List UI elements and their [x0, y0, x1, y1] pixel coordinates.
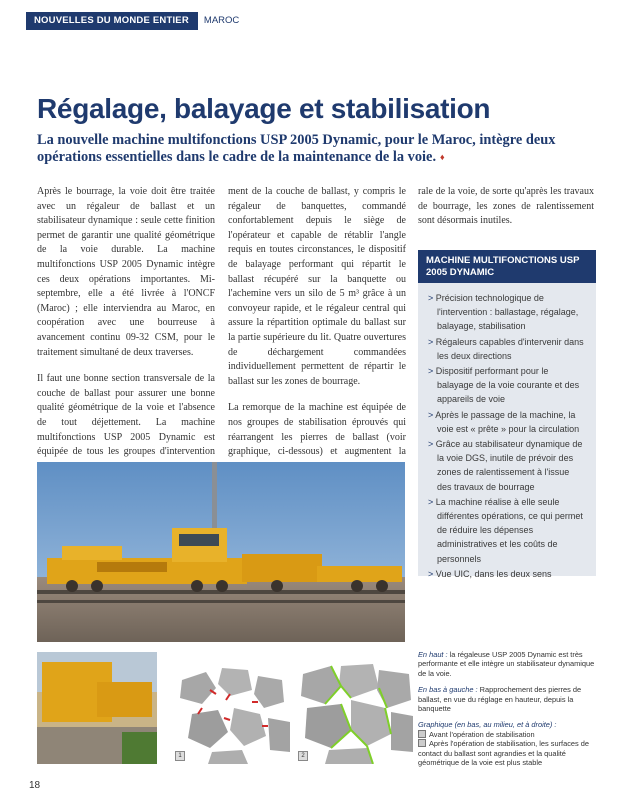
paragraph: Il faut une bonne section transversale de la couche de ballast pour assurer une bonne qualité géométrique de la voie et l'absence de tout déjettement. La machine multifonctions USP 2005 Dynamic est équipée de tous les groupes d'intervention	[37, 373, 215, 458]
bullet-arrow-icon: >	[428, 568, 434, 579]
caption-bottom-left	[418, 685, 596, 713]
bullet-arrow-icon: >	[428, 293, 434, 303]
section-header	[26, 12, 239, 30]
body-column-1	[37, 185, 215, 486]
sidebar-title: MACHINE MULTIFONCTIONS USP 2005 DYNAMIC	[418, 250, 596, 283]
sidebar-item: > Dispositif performant pour le balayage de la voie courante et des appareils de voie	[428, 366, 580, 405]
section-label: NOUVELLES DU MONDE ENTIER	[26, 12, 198, 30]
stones-after-diagram	[295, 652, 415, 764]
sidebar-item: > Précision technologique de l'intervention : ballastage, régalage, balayage, stabilisation	[428, 293, 579, 332]
sidebar-item: > Vue UIC, dans les deux sens	[428, 568, 552, 579]
sidebar-item: > La machine réalise à elle seule différentes opérations, ce qui permet de réduire les dépenses administratives et les coûts de personnels	[428, 496, 583, 564]
bullet-arrow-icon: >	[428, 439, 434, 450]
caption-label: Graphique (en bas, au milieu, et à droite) :	[418, 720, 557, 730]
square-icon	[418, 730, 426, 738]
bullet-arrow-icon: >	[428, 336, 434, 347]
subsection-label: MAROC	[203, 15, 240, 26]
caption-label: En haut :	[418, 650, 448, 659]
square-icon	[418, 739, 426, 747]
article-title: Régalage, balayage et stabilisation	[37, 93, 491, 124]
figure-mark: 2	[298, 751, 308, 761]
caption-text: la régaleuse USP 2005 Dynamic est très performante et elle intègre un stabilisateur dynamique de la voie.	[418, 650, 595, 678]
caption-graphic	[418, 720, 596, 767]
spec-sidebar	[418, 250, 596, 579]
article-lead	[37, 132, 592, 166]
photo-captions	[418, 650, 596, 774]
paragraph: Après le bourrage, la voie doit être traitée avec un régaleur de ballast et un stabilisateur dynamique : seule cette finition permet de garantir une qualité géométrique de la voie durable. La machine multifonctions USP 2005 Dynamic intègre ces deux opérations importantes. Mi-septembre, elle a été livrée à l'ONCF (Maroc) ; elle interviendra au Maroc, en coopération avec une bourreuse à avancement continu 09-32 CSM, pour le traitement simultané de deux traverses.	[37, 186, 215, 358]
sidebar-item: > Après le passage de la machine, la voie est « prête » pour la circulation	[428, 409, 580, 434]
caption-text: Après l'opération de stabilisation, les surfaces de contact du ballast sont agrandies et la qualité géométrique de la voie est plus stable	[418, 739, 589, 768]
body-column-2	[228, 185, 406, 486]
sidebar-item: > Grâce au stabilisateur dynamique de la voie DGS, inutile de prévoir des zones de ralentissement à l'issue des travaux de bourrage	[428, 439, 583, 492]
sidebar-list	[418, 283, 596, 581]
stones-before-diagram	[172, 652, 292, 764]
paragraph: La remorque de la machine est équipée de nos groupes de stabilisation éprouvés qui réarrangent les pierres de ballast (voir graphique, ci-dessous) et augmentent la	[228, 402, 406, 458]
caption-text: Rapprochement des pierres de ballast, en vue du réglage en hauteur, depuis la banquette	[418, 685, 582, 714]
body-column-3	[418, 185, 594, 241]
machine-illustration	[37, 462, 405, 642]
paragraph: rale de la voie, de sorte qu'après les travaux de bourrage, les zones de ralentissement sont désormais inutiles.	[418, 186, 594, 227]
bullet-arrow-icon: >	[428, 409, 434, 420]
caption-label: En bas à gauche :	[418, 685, 478, 695]
ballast-illustration	[37, 652, 157, 764]
paragraph: ment de la couche de ballast, y compris le régaleur de banquettes, commandé confortablement depuis le siège de l'opérateur et capable de rétablir l'angle requis en toutes circonstances, le dispositif de balayage performant qui répartit le ballast récupéré sur la banquette ou l'achemine vers un silo de 5 m³ grâce à un convoyeur rapide, et le régaleur central qui assure la répartition optimale du ballast sur la partie supérieure du lit. Quatre ouvertures de déchargement commandées individuellement permettent de répartir le ballast sur les zones de bourrage.	[228, 186, 406, 387]
sidebar-item: > Régaleurs capables d'intervenir dans les deux directions	[428, 336, 584, 361]
figure-mark: 1	[175, 751, 185, 761]
graphic-after	[295, 652, 415, 764]
lead-text: La nouvelle machine multifonctions USP 2005 Dynamic, pour le Maroc, intègre deux opérations essentielles dans le cadre de la maintenance de la voie.	[37, 132, 556, 165]
bullet-arrow-icon: >	[428, 366, 434, 377]
graphic-before	[172, 652, 292, 764]
caption-top	[418, 650, 596, 678]
caption-text: Avant l'opération de stabilisation	[429, 729, 535, 739]
lead-end-mark: ♦	[440, 152, 445, 163]
page-number: 18	[29, 780, 41, 791]
bullet-arrow-icon: >	[428, 496, 434, 507]
machine-photo	[37, 462, 405, 642]
ballast-photo	[37, 652, 157, 764]
